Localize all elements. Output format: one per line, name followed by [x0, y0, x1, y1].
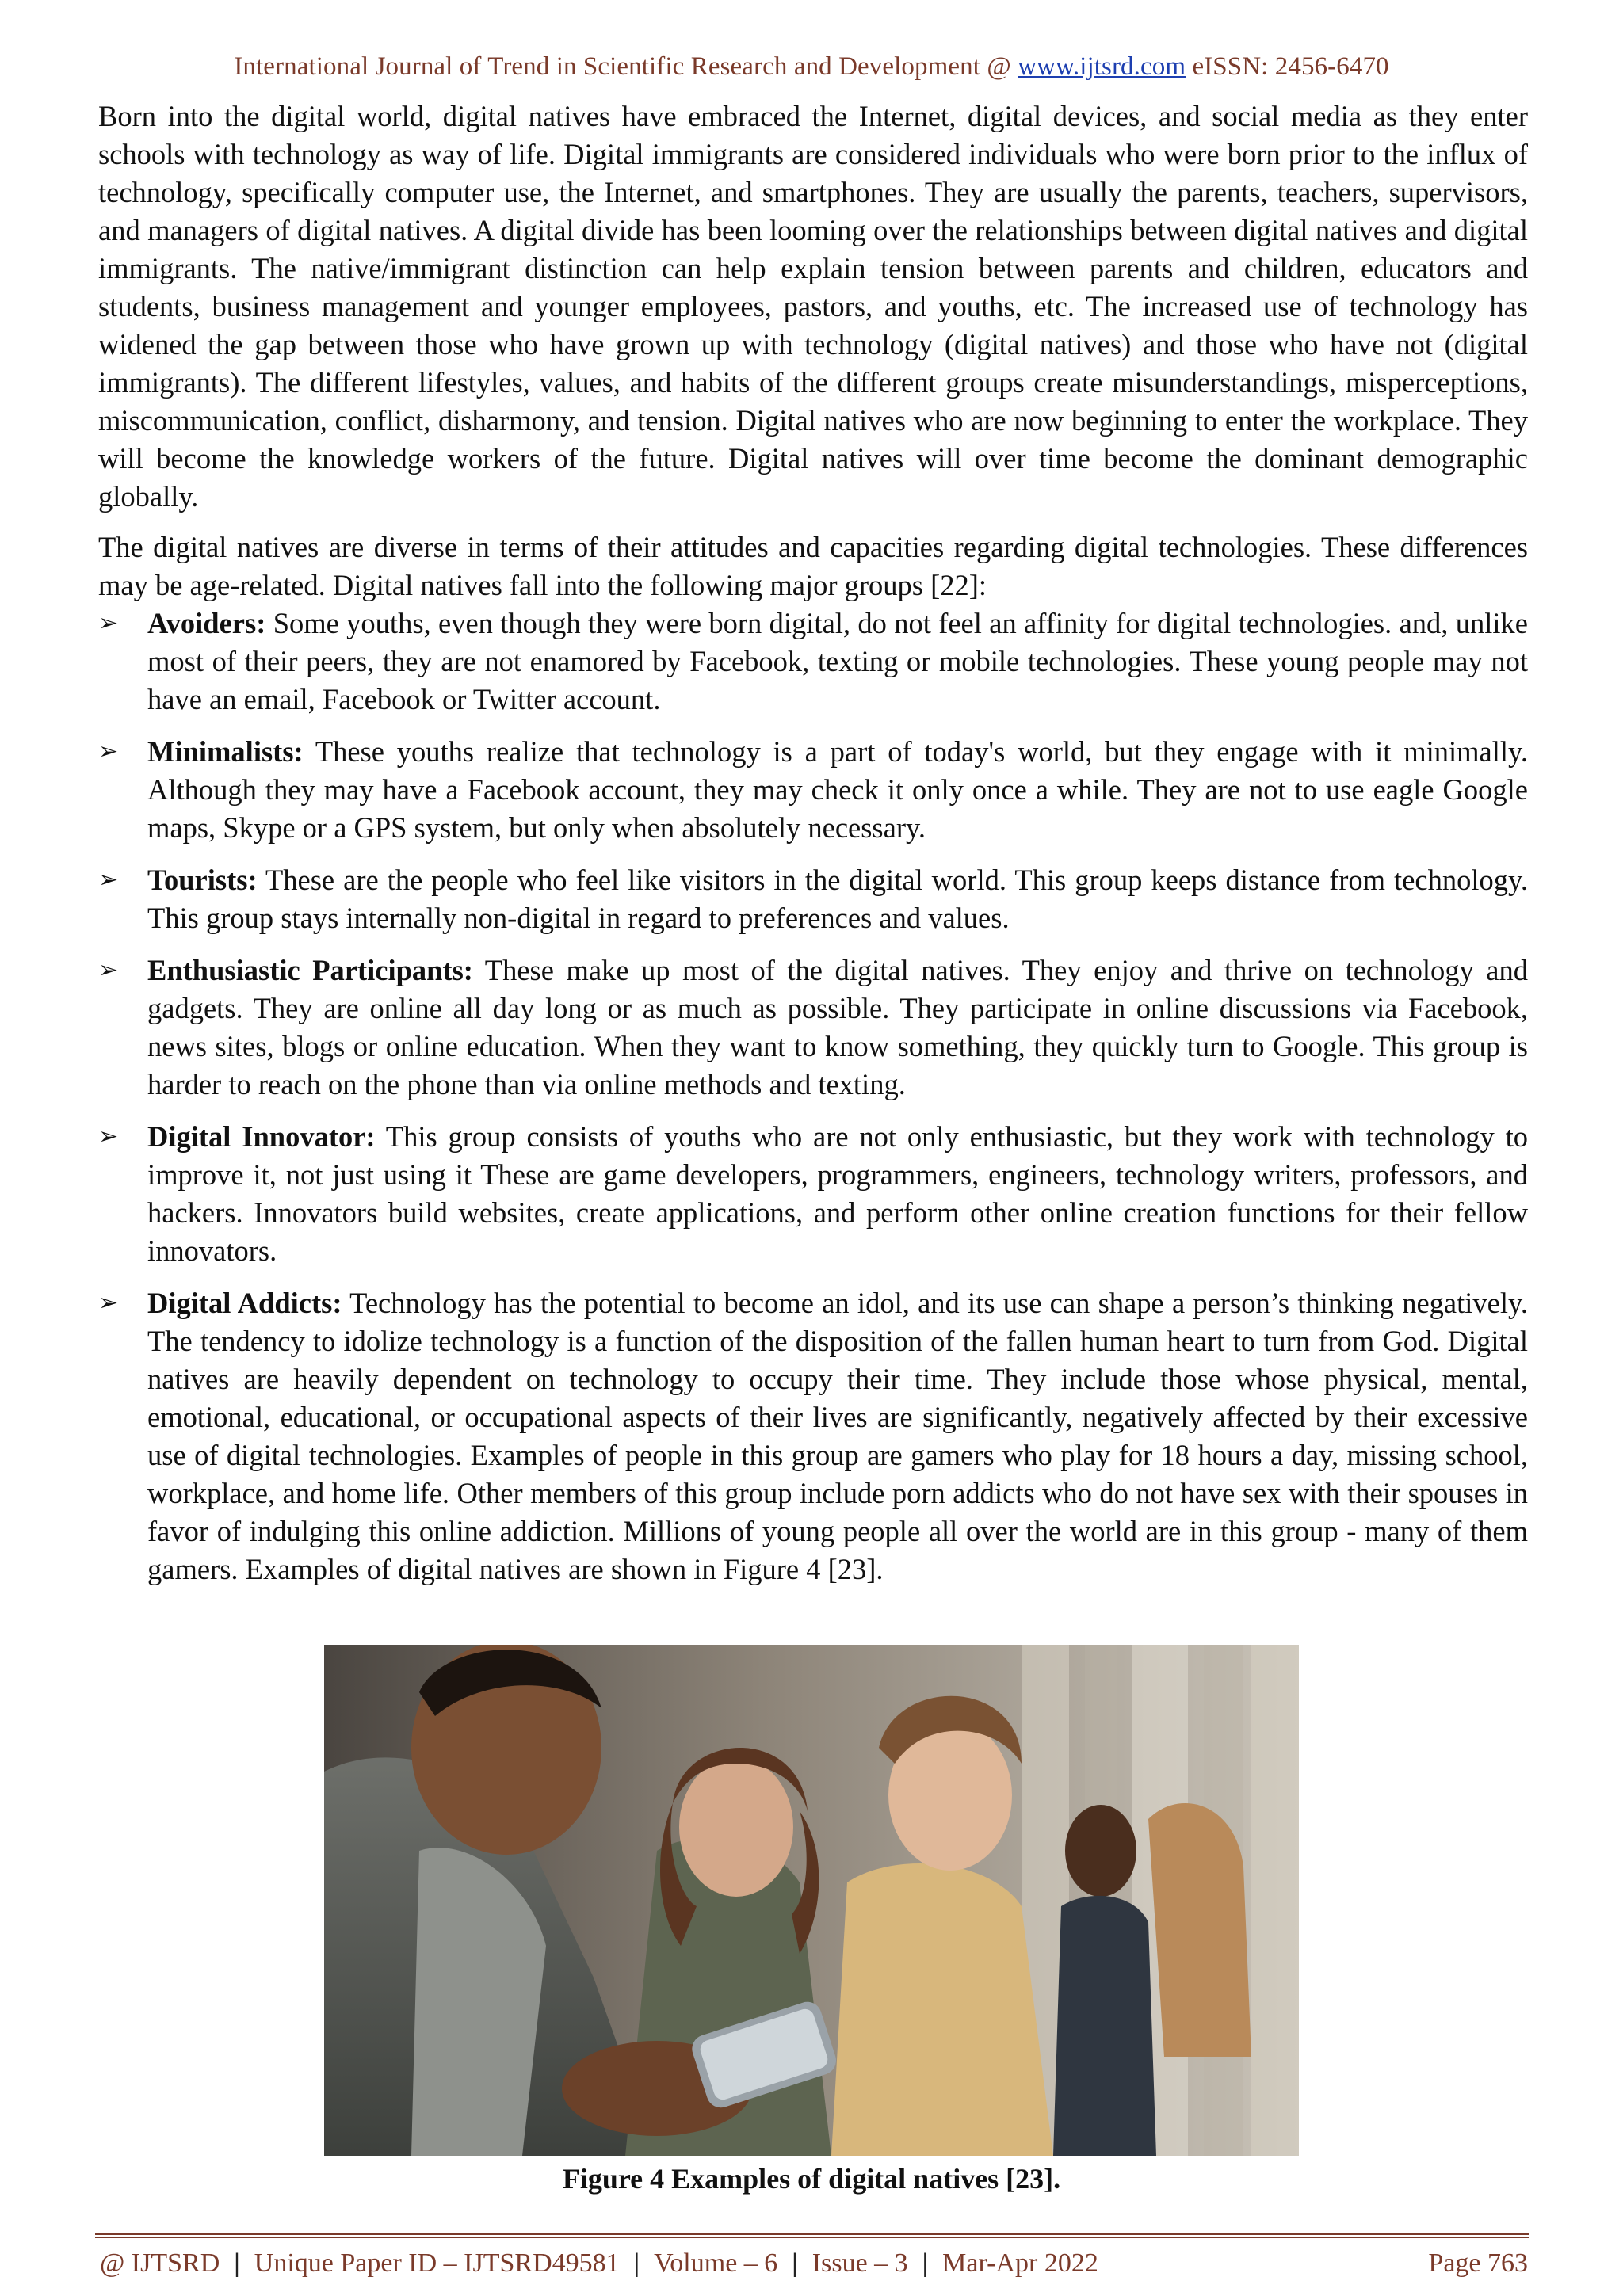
footer-page-number: Page 763 [1428, 2248, 1528, 2278]
footer-left [100, 2248, 1098, 2279]
footer-rule-thin [95, 2237, 1529, 2238]
arrow-bullet-icon: ➢ [98, 609, 119, 637]
footer-rule-thick [95, 2233, 1529, 2235]
footer-separator: | [792, 2248, 798, 2278]
footer-date: Mar-Apr 2022 [942, 2248, 1098, 2278]
figure-photo [324, 1645, 1299, 2156]
group-term: Minimalists: [147, 735, 304, 768]
digital-native-groups-list [98, 605, 1528, 1589]
digital-natives-photo [324, 1645, 1299, 2156]
footer-issue: Issue – 3 [812, 2248, 908, 2278]
group-term: Enthusiastic Participants: [147, 954, 473, 986]
figure-caption: Figure 4 Examples of digital natives [23]. [562, 2163, 1061, 2195]
intro-paragraph: Born into the digital world, digital natives have embraced the Internet, digital devices, and social media as they enter schools with technology as way of life. Digital immigrants are considered individuals who were born prior to the influx of technology, specifically computer use, the Internet, and smartphones. They are usually the parents, teachers, supervisors, and managers of digital natives. A digital divide has been looming over the relationships between digital natives and digital immigrants. The native/immigrant distinction can help explain tension between parents and children, educators and students, business management and younger employees, pastors, and youths, etc. The increased use of technology has widened the gap between those who have grown up with technology (digital natives) and those who have not (digital immigrants). The different lifestyles, values, and habits of the different groups create misunderstandings, misperceptions, miscommunication, conflict, disharmony, and tension. Digital natives who are now beginning to enter the workplace. They will become the knowledge workers of the future. Digital natives will over time become the dominant demographic globally. [98, 100, 1528, 513]
group-description: These make up most of the digital natives. They enjoy and thrive on technology and gadgets. They are online all day long or as much as possible. They participate in online discussions via Facebook, news sites, blogs or online education. When they want to know something, they quickly turn to Google. This group is harder to reach on the phone than via online methods and texting. [147, 954, 1528, 1100]
issn-text: eISSN: 2456-6470 [1192, 52, 1389, 81]
list-item [98, 733, 1528, 847]
group-description: Technology has the potential to become an idol, and its use can shape a person’s thinking negatively. The tendency to idolize technology is a function of the disposition of the fallen human heart to turn from God. Digital natives are heavily dependent on technology to occupy their time. They include those whose physical, mental, emotional, educational, or occupational aspects of their lives are significantly, negatively affected by their excessive use of digital technologies. Examples of people in this group are gamers who play for 18 hours a day, missing school, workplace, and home life. Other members of this group include porn addicts who do not have sex with their spouses in favor of indulging this online addiction. Millions of young people all over the world are in this group - many of them gamers. Examples of digital natives are shown in Figure 4 [23]. [147, 1287, 1528, 1585]
list-item [98, 1118, 1528, 1270]
arrow-bullet-icon: ➢ [98, 1123, 119, 1150]
group-term: Tourists: [147, 864, 258, 896]
group-description: This group consists of youths who are not only enthusiastic, but they work with technology to improve it, not just using it These are game developers, programmers, engineers, technology writers, professors, and hackers. Innovators build websites, create applications, and perform other online creation functions for their fellow innovators. [147, 1120, 1529, 1267]
group-description: These are the people who feel like visitors in the digital world. This group keeps distance from technology. This group stays internally non-digital in regard to preferences and values. [147, 864, 1528, 934]
footer-separator: | [234, 2248, 240, 2278]
page-footer [100, 2248, 1528, 2279]
arrow-bullet-icon: ➢ [98, 866, 119, 894]
footer-volume: Volume – 6 [654, 2248, 778, 2278]
footer-separator: | [633, 2248, 640, 2278]
group-term: Digital Addicts: [147, 1287, 342, 1319]
arrow-bullet-icon: ➢ [98, 956, 119, 984]
group-term: Avoiders: [147, 607, 266, 639]
running-header [0, 52, 1623, 82]
journal-url-link[interactable]: www.ijtsrd.com [1018, 52, 1186, 81]
journal-name: International Journal of Trend in Scientific Research and Development @ [234, 52, 1011, 81]
body-text [98, 97, 1528, 1603]
group-description: These youths realize that technology is a part of today's world, but they engage with it minimally. Although they may have a Facebook account, they may check it only once a while. They are not to use eagle Google maps, Skype or a GPS system, but only when absolutely necessary. [147, 735, 1528, 844]
arrow-bullet-icon: ➢ [98, 1289, 119, 1317]
group-description: Some youths, even though they were born digital, do not feel an affinity for digital technologies. and, unlike most of their peers, they are not enamored by Facebook, texting or mobile technologies. These young people may not have an email, Facebook or Twitter account. [147, 607, 1528, 715]
list-item [98, 952, 1528, 1104]
arrow-bullet-icon: ➢ [98, 738, 119, 765]
list-item [98, 605, 1528, 719]
list-item [98, 861, 1528, 937]
footer-paper-id: Unique Paper ID – IJTSRD49581 [254, 2248, 620, 2278]
groups-intro-paragraph: The digital natives are diverse in terms of their attitudes and capacities regarding digital technologies. These differences may be age-related. Digital natives fall into the following major groups [22]: [98, 531, 1528, 601]
list-item [98, 1284, 1528, 1589]
footer-brand: @ IJTSRD [100, 2248, 220, 2278]
footer-separator: | [922, 2248, 929, 2278]
group-term: Digital Innovator: [147, 1120, 376, 1153]
